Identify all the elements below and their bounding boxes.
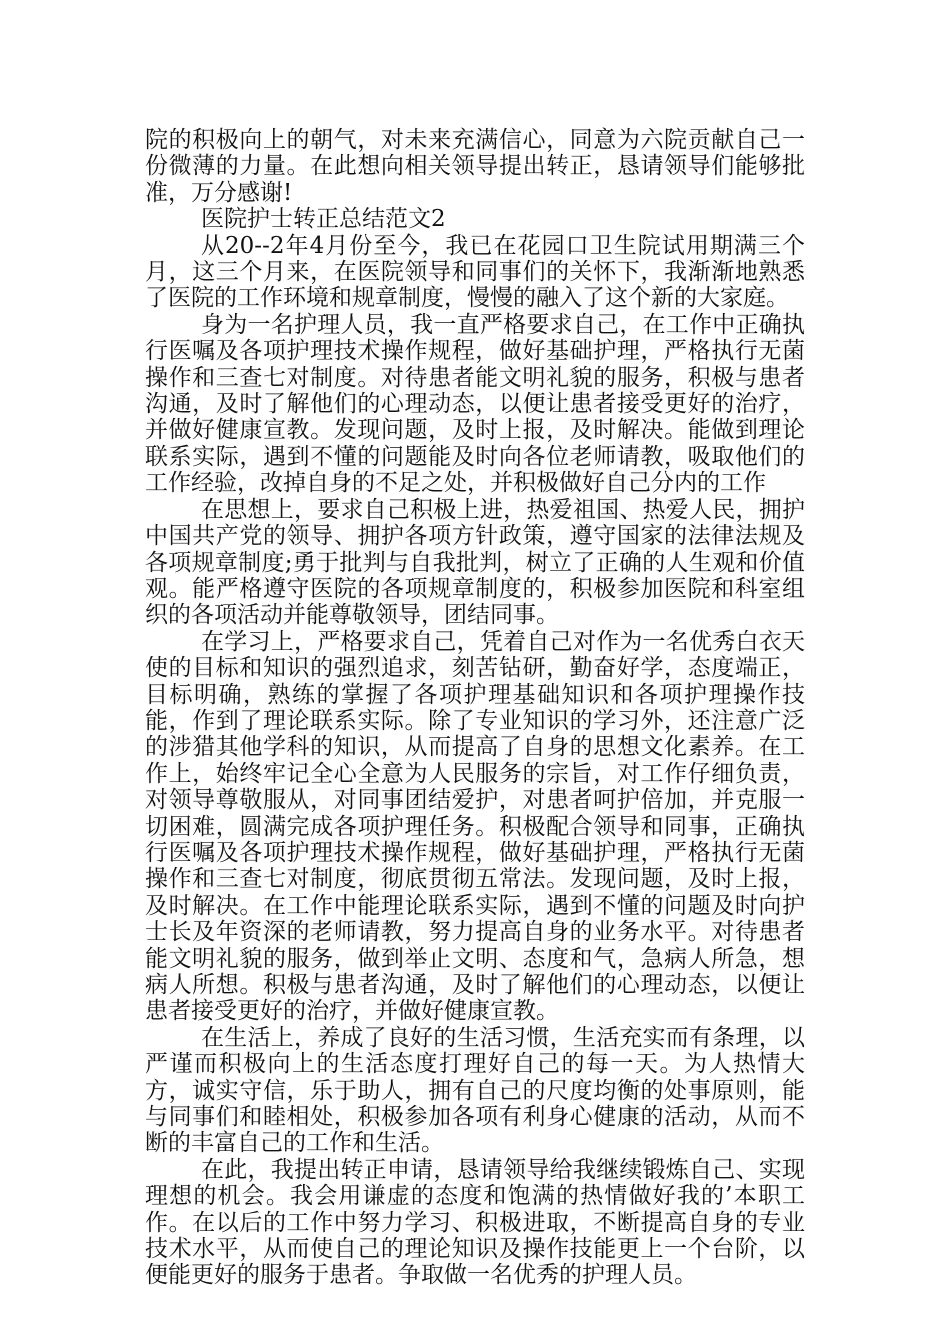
document-body	[145, 127, 805, 1289]
section-heading: 医院护士转正总结范文2	[201, 206, 446, 233]
intro-paragraph: 院的积极向上的朝气，对未来充满信心，同意为六院贡献自己一份微薄的力量。在此想向相关领导提出转正，恳请领导们能够批准，万分感谢!	[145, 127, 805, 206]
paragraph-timeline: 从20--2年4月份至今，我已在花园口卫生院试用期满三个月，这三个月来，在医院领导和同事们的关怀下，我渐渐地熟悉了医院的工作环境和规章制度，慢慢的融入了这个新的大家庭。	[145, 232, 805, 312]
paragraph-study-work: 在学习上，严格要求自己，凭着自己对作为一名优秀白衣天使的目标和知识的强烈追求，刻苦钻研，勤奋好学，态度端正，目标明确，熟练的掌握了各项护理基础知识和各项护理操作技能，作到了理论联系实际。除了专业知识的学习外，还注意广泛的涉猎其他学科的知识，从而提高了自身的思想文化素养。在工作上，始终牢记全心全意为人民服务的宗旨，对工作仔细负责，对领导尊敬服从，对同事团结爱护，对患者呵护倍加，并克服一切困难，圆满完成各项护理任务。积极配合领导和同事，正确执行医嘱及各项护理技术操作规程，做好基础护理，严格执行无菌操作和三查七对制度，彻底贯彻五常法。发现问题，及时上报，及时解决。在工作中能理论联系实际，遇到不懂的问题及时向护士长及年资深的老师请教，努力提高自身的业务水平。对待患者能文明礼貌的服务，做到举止文明、态度和气，急病人所急，想病人所想。积极与患者沟通，及时了解他们的心理动态，以便让患者接受更好的治疗，并做好健康宣教。	[145, 628, 805, 1025]
paragraph-nursing-duties: 身为一名护理人员，我一直严格要求自己，在工作中正确执行医嘱及各项护理技术操作规程，做好基础护理，严格执行无菌操作和三查七对制度。对待患者能文明礼貌的服务，积极与患者沟通，及时了解他们的心理动态，以便让患者接受更好的治疗，并做好健康宣教。发现问题，及时上报，及时解决。能做到理论联系实际，遇到不懂的问题能及时向各位老师请教，吸取他们的工作经验，改掉自身的不足之处，并积极做好自己分内的工作	[145, 311, 805, 497]
paragraph-thought: 在思想上，要求自己积极上进，热爱祖国、热爱人民，拥护中国共产党的领导、拥护各项方针政策，遵守国家的法律法规及各项规章制度;勇于批判与自我批判，树立了正确的人生观和价值观。能严格遵守医院的各项规章制度的，积极参加医院和科室组织的各项活动并能尊敬领导，团结同事。	[145, 496, 805, 629]
paragraph-application: 在此，我提出转正申请，恳请领导给我继续锻炼自己、实现理想的机会。我会用谦虚的态度和饱满的热情做好我的’本职工作。在以后的工作中努力学习、积极进取，不断提高自身的专业技术水平，从而使自己的理论知识及操作技能更上一个台阶，以便能更好的服务于患者。争取做一名优秀的护理人员。	[145, 1156, 805, 1289]
paragraph-life: 在生活上，养成了良好的生活习惯，生活充实而有条理，以严谨而积极向上的生活态度打理好自己的每一天。为人热情大方，诚实守信，乐于助人，拥有自己的尺度均衡的处事原则，能与同事们和睦相处，积极参加各项有利身心健康的活动，从而不断的丰富自己的工作和生活。	[145, 1024, 805, 1157]
